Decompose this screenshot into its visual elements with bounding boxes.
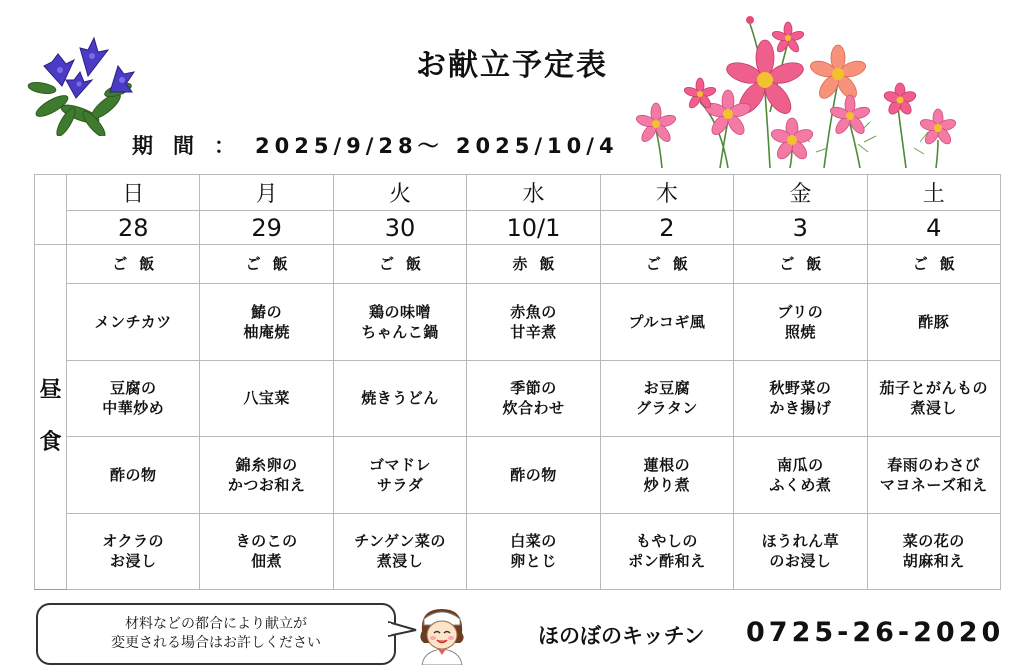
notice-bubble xyxy=(36,603,396,665)
dish: ご飯 xyxy=(379,255,434,274)
phone-number: 0725-26-2020 xyxy=(746,617,1005,648)
day-name: 木 xyxy=(600,175,733,211)
menu-cell xyxy=(867,360,1000,436)
menu-cell xyxy=(67,437,200,513)
dish: プルコギ風 xyxy=(628,312,706,331)
cosmos-flower-illustration xyxy=(620,12,970,172)
day-date: 28 xyxy=(67,211,200,245)
day-date: 3 xyxy=(734,211,867,245)
menu-cell xyxy=(67,360,200,436)
menu-cell xyxy=(867,284,1000,360)
day-date: 10/1 xyxy=(467,211,600,245)
menu-cell xyxy=(467,245,600,284)
dish: 八宝菜 xyxy=(243,389,290,408)
dish: 酢の物 xyxy=(109,465,157,484)
period-label: 期間： xyxy=(132,134,255,158)
menu-cell xyxy=(600,245,733,284)
day-date: 2 xyxy=(600,211,733,245)
date-row xyxy=(35,211,1001,245)
menu-cell xyxy=(600,437,733,513)
menu-cell xyxy=(734,284,867,360)
menu-cell xyxy=(333,360,466,436)
dish: 錦糸卵の かつお和え xyxy=(227,455,306,494)
dish: 鰆の 柚庵焼 xyxy=(243,302,290,341)
dish: 酢の物 xyxy=(510,465,557,484)
menu-cell xyxy=(734,360,867,436)
menu-cell xyxy=(600,360,733,436)
dish: 茄子とがんもの 煮浸し xyxy=(879,379,989,418)
page-title: お献立予定表 xyxy=(416,48,608,83)
menu-cell xyxy=(333,284,466,360)
menu-cell xyxy=(600,513,733,589)
dish: きのこの 佃煮 xyxy=(235,532,298,571)
day-name: 土 xyxy=(867,175,1000,211)
day-date: 30 xyxy=(333,211,466,245)
dish: オクラの お浸し xyxy=(102,532,165,571)
dish: 赤魚の 甘辛煮 xyxy=(510,302,557,341)
day-name-row xyxy=(35,175,1001,211)
menu-cell xyxy=(867,245,1000,284)
dish: ご飯 xyxy=(779,255,834,274)
day-name: 月 xyxy=(200,175,333,211)
menu-row-vegetable xyxy=(35,513,1001,589)
dish: 蓮根の 炒り煮 xyxy=(643,455,691,494)
dish: メンチカツ xyxy=(94,312,172,331)
dish: 秋野菜の かき揚げ xyxy=(769,379,832,418)
menu-cell xyxy=(333,437,466,513)
menu-cell xyxy=(200,437,333,513)
dish: お豆腐 グラタン xyxy=(635,379,698,418)
menu-cell xyxy=(200,513,333,589)
dish: ご飯 xyxy=(645,255,700,274)
menu-cell xyxy=(467,513,600,589)
dish: ご飯 xyxy=(112,255,167,274)
kitchen-name: ほのぼのキッチン xyxy=(538,624,705,648)
menu-cell xyxy=(467,284,600,360)
menu-cell xyxy=(867,513,1000,589)
menu-cell xyxy=(734,437,867,513)
period xyxy=(132,130,619,160)
day-name: 火 xyxy=(333,175,466,211)
dish: 豆腐の 中華炒め xyxy=(102,379,165,418)
dish: ゴマドレ サラダ xyxy=(369,455,432,494)
menu-cell xyxy=(467,437,600,513)
dish: 焼きうどん xyxy=(361,389,439,408)
menu-cell xyxy=(600,284,733,360)
menu-cell xyxy=(67,284,200,360)
day-date: 4 xyxy=(867,211,1000,245)
period-range: 2025/9/28〜 2025/10/4 xyxy=(255,134,619,158)
dish: ご飯 xyxy=(912,255,967,274)
menu-cell xyxy=(67,513,200,589)
dish: 南瓜の ふくめ煮 xyxy=(769,455,832,494)
menu-cell xyxy=(734,513,867,589)
dish: 酢豚 xyxy=(918,312,950,331)
notice-text: 材料などの都合により献立が 変更される場合はお許しください xyxy=(111,616,321,651)
menu-cell xyxy=(333,245,466,284)
menu-cell xyxy=(200,245,333,284)
menu-row-side xyxy=(35,360,1001,436)
menu-cell xyxy=(333,513,466,589)
menu-cell xyxy=(734,245,867,284)
dish: 季節の 炊合わせ xyxy=(502,379,565,418)
dish: ほうれん草 のお浸し xyxy=(761,532,840,571)
meal-label: 昼 食 xyxy=(39,378,62,455)
menu-cell xyxy=(200,360,333,436)
menu-cell xyxy=(200,284,333,360)
day-date: 29 xyxy=(200,211,333,245)
menu-row-main xyxy=(35,284,1001,360)
dish: 鶏の味噌 ちゃんこ鍋 xyxy=(361,302,439,341)
cook-character-illustration xyxy=(414,605,470,665)
dish: 菜の花の 胡麻和え xyxy=(902,532,965,571)
menu-cell xyxy=(867,437,1000,513)
gentian-flower-illustration xyxy=(22,26,140,136)
menu-row-staple xyxy=(35,245,1001,284)
dish: 白菜の 卵とじ xyxy=(510,532,557,571)
day-name: 日 xyxy=(67,175,200,211)
dish: チンゲン菜の 煮浸し xyxy=(354,532,446,571)
dish: 春雨のわさび マヨネーズ和え xyxy=(879,455,988,494)
day-name: 金 xyxy=(734,175,867,211)
menu-table xyxy=(34,174,1001,590)
dish: ご飯 xyxy=(245,255,300,274)
dish: ブリの 照焼 xyxy=(777,302,824,341)
meal-label-cell xyxy=(35,245,67,590)
dish: 赤飯 xyxy=(512,255,567,274)
menu-row-small xyxy=(35,437,1001,513)
corner-cell xyxy=(35,175,67,245)
day-name: 水 xyxy=(467,175,600,211)
dish: もやしの ポン酢和え xyxy=(628,532,706,571)
menu-cell xyxy=(467,360,600,436)
menu-cell xyxy=(67,245,200,284)
